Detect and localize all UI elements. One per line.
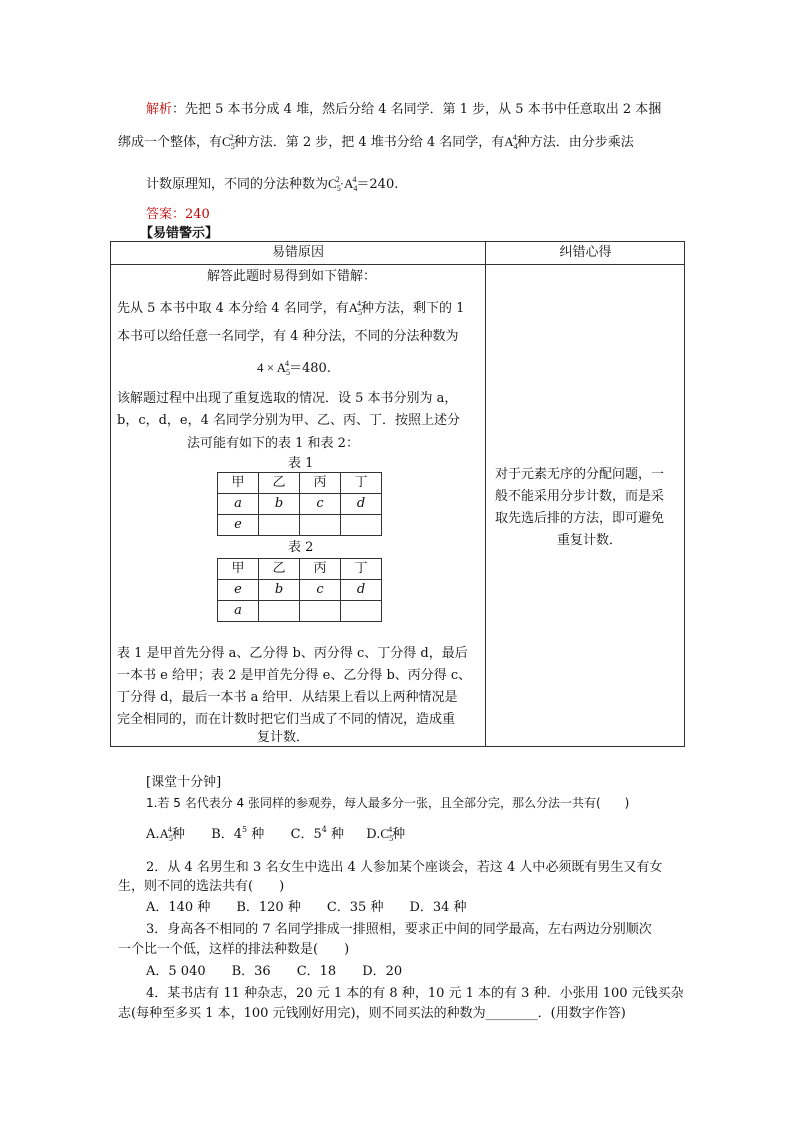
question-3-line2: 一个比一个低，这样的排法种数是( )	[118, 942, 350, 957]
left-p4-line3: 丁分得 d，最后一本书 a 给甲．从结果上看以上两种情况是	[117, 690, 458, 705]
practice-title: [课堂十分钟]	[146, 775, 222, 790]
analysis-text-3b: ＝240.	[356, 177, 399, 192]
right-line2: 般不能采用分步计数，而是采	[495, 489, 665, 504]
question-2-options: A．140 种 B．120 种 C．35 种 D．34 种	[146, 900, 467, 915]
analysis-line-3	[146, 173, 398, 192]
header-error-cause: 易错原因	[271, 245, 324, 260]
inner-table-2	[217, 558, 382, 622]
question-1-options	[146, 823, 405, 842]
analysis-text-2b: 种方法．第 2 步，把 4 堆书分给 4 名同学，有	[233, 135, 505, 150]
question-4-line1: 4．某书店有 11 种杂志，20 元 1 本的有 8 种，10 元 1 本的有 3 种．小张用 100 元钱买杂	[146, 986, 684, 1001]
formula-c52-a44: $C_5^2\cdot A_4^4$	[328, 175, 358, 193]
combination-c54-opt: $C_5^4$	[380, 825, 394, 843]
question-2-line2: 生，则不同的选法共有( )	[118, 879, 285, 894]
analysis-text-2a: 绑成一个整体，有	[118, 135, 223, 150]
arrangement-a54-opt: $A_5^4$	[159, 825, 173, 843]
q1-opt-a	[146, 827, 185, 842]
left-p3-line2: b，c，d，e，4 名同学分别为甲、乙、丙、丁．按照上述分	[117, 413, 461, 428]
table-divider-horizontal	[111, 264, 684, 265]
p2b: 种方法，剩下的 1	[361, 301, 465, 316]
left-p3-line1: 该解题过程中出现了重复选取的情况．设 5 本书分别为 a，	[117, 391, 458, 406]
question-2-line1: 2．从 4 名男生和 3 名女生中选出 4 人参加某个座谈会，若这 4 人中必须既有男生又有女	[146, 860, 663, 875]
t1-r1-c2: b	[259, 494, 300, 515]
q1-opt-d-prefix: D.	[366, 827, 381, 842]
answer: 答案：240	[146, 207, 210, 222]
t1-r2-c4	[341, 515, 382, 536]
t1-h-yi: 乙	[259, 473, 300, 494]
t1-r1-c3: c	[300, 494, 341, 515]
t1-h-bing: 丙	[300, 473, 341, 494]
question-4-line2: 志(每种至多买 1 本，100 元钱刚好用完)，则不同买法的种数为________．(用数字作答)	[118, 1006, 626, 1021]
arrangement-a54: $A_5^4$	[348, 299, 362, 317]
right-line4: 重复计数．	[557, 533, 623, 548]
q1-opt-d	[366, 827, 405, 842]
p2a: 先从 5 本书中取 4 本分给 4 名同学，有	[117, 301, 349, 316]
header-correction: 纠错心得	[559, 245, 612, 260]
formula-4-a54: $4 \times A_5^4$	[257, 359, 291, 377]
left-p4-line2: 一本书 e 给甲；表 2 是甲首先分得 e、乙分得 b、丙分得 c、	[117, 668, 472, 683]
t1-r2-c2	[259, 515, 300, 536]
left-p4-line1: 表 1 是甲首先分得 a、乙分得 b、丙分得 c、丁分得 d，最后	[117, 646, 468, 661]
analysis-line-1	[146, 98, 661, 117]
right-line3: 取先选后排的方法，即可避免	[495, 511, 665, 526]
q1-opt-a-suffix: 种	[171, 827, 185, 842]
p2d: ＝480.	[289, 361, 331, 376]
t2-h-jia: 甲	[218, 559, 259, 580]
left-p2-line2: 本书可以给任意一名同学，有 4 种分法，不同的分法种数为	[117, 329, 459, 344]
left-p3-line3: 法可能有如下的表 1 和表 2：	[187, 436, 359, 451]
question-3-options: A．5 040 B．36 C．18 D．20	[146, 964, 403, 979]
t2-h-ding: 丁	[341, 559, 382, 580]
left-p4-line4: 完全相同的，而在计数时把它们当成了不同的情况，造成重	[117, 712, 456, 727]
t2-r1-c3: c	[300, 580, 341, 601]
t1-r2-c3	[300, 515, 341, 536]
error-table	[110, 241, 685, 747]
table1-caption: 表 1	[288, 456, 314, 471]
t2-r2-c1: a	[218, 601, 259, 622]
t2-r1-c4: d	[341, 580, 382, 601]
t1-r1-c1: a	[218, 494, 259, 515]
table2-caption: 表 2	[288, 540, 314, 555]
analysis-text-3a: 计数原理知，不同的分法种数为	[146, 177, 329, 192]
t2-r2-c2	[259, 601, 300, 622]
t2-r2-c4	[341, 601, 382, 622]
t2-h-yi: 乙	[259, 559, 300, 580]
analysis-line-2	[118, 131, 634, 150]
q1-opt-b: B．$4^5$ 种	[211, 825, 265, 842]
question-3-line1: 3．身高各不相同的 7 名同学排成一排照相，要求正中间的同学最高，左右两边分别顺次	[146, 922, 652, 937]
t1-h-ding: 丁	[341, 473, 382, 494]
right-line1: 对于元素无序的分配问题，一	[495, 467, 665, 482]
analysis-text-1-visible: ：先把 5 本书分成 4 堆，然后分给 4 名同学．第 1 步，从 5 本书中任意取出 2 本捆	[172, 102, 662, 117]
table-divider-vertical	[485, 242, 486, 746]
left-p4-line5: 复计数．	[257, 730, 310, 745]
inner-table-1	[217, 472, 382, 536]
left-p2-line1	[117, 297, 464, 320]
analysis-text-2c: 种方法．由分步乘法	[516, 135, 634, 150]
analysis-label: 解析	[146, 102, 173, 117]
t2-h-bing: 丙	[300, 559, 341, 580]
t1-r1-c4: d	[341, 494, 382, 515]
left-p2-formula	[257, 357, 331, 380]
q1-opt-c: C．$5^4$ 种	[290, 825, 345, 842]
t2-r2-c3	[300, 601, 341, 622]
arrangement-a44: $A_4^4$	[504, 133, 518, 151]
t2-r1-c1: e	[218, 580, 259, 601]
combination-c52: $C_5^2$	[222, 133, 235, 151]
question-1: 1.若 5 名代表分 4 张同样的参观券，每人最多分一张，且全部分完，那么分法一共有( )	[146, 796, 630, 810]
q1-opt-a-prefix: A.	[146, 827, 160, 842]
section-title: 【易错警示】	[140, 226, 219, 241]
t1-h-jia: 甲	[218, 473, 259, 494]
t2-r1-c2: b	[259, 580, 300, 601]
left-p1: 解答此题时易得到如下错解：	[207, 269, 377, 284]
t1-r2-c1: e	[218, 515, 259, 536]
q1-opt-d-suffix: 种	[392, 827, 406, 842]
